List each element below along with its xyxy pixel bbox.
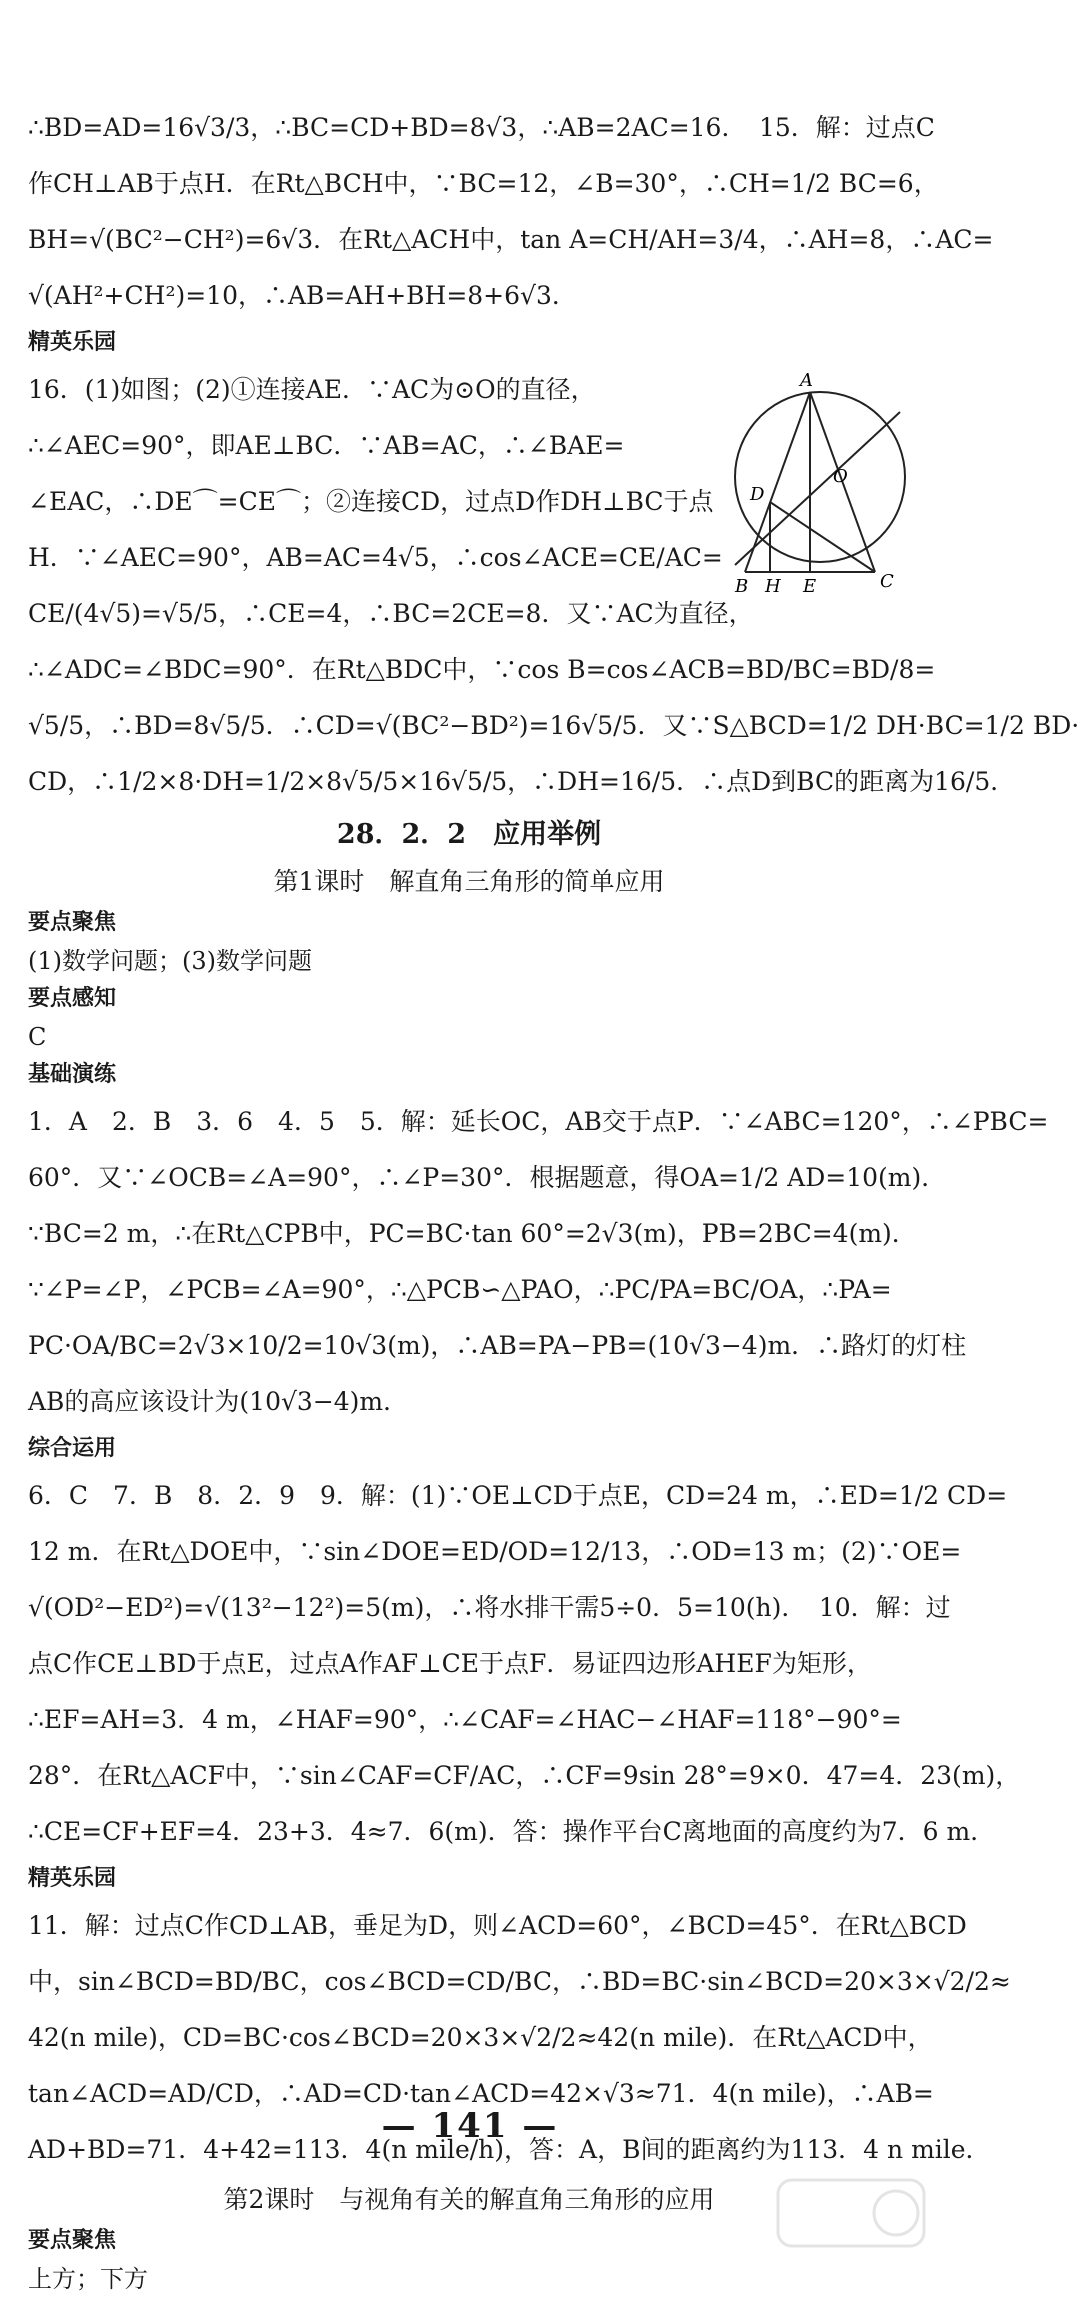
text-line: BH=√(BC²−CH²)=6√3．在Rt△ACH中，tan A=CH/AH=3/4，∴AH=8，∴AC=	[28, 225, 994, 254]
text-line: 中，sin∠BCD=BD/BC，cos∠BCD=CD/BC，∴BD=BC·sin∠BCD=20×3×√2/2≈	[28, 1967, 1011, 1996]
section-heading: 精英乐园	[28, 1866, 117, 1891]
text-line: 12 m．在Rt△DOE中，∵sin∠DOE=ED/OD=12/13，∴OD=13 m；(2)∵OE=	[28, 1537, 962, 1566]
text-line: CD，∴1/2×8·DH=1/2×8√5/5×16√5/5，∴DH=16/5．∴点D到BC的距离为16/5．	[28, 767, 1016, 796]
text-line: 28°．在Rt△ACF中，∵sin∠CAF=CF/AC，∴CF=9sin 28°=9×0．47=4．23(m)，	[28, 1761, 1021, 1790]
figure-label-h: H	[765, 576, 781, 597]
figure-label-e: E	[803, 576, 817, 597]
text-line: C	[28, 1023, 47, 1051]
text-line: 11．解：过点C作CD⊥AB，垂足为D，则∠ACD=60°，∠BCD=45°．在Rt△BCD	[28, 1911, 967, 1940]
text-line: √(AH²+CH²)=10，∴AB=AH+BH=8+6√3．	[28, 281, 577, 310]
circle-geometry-figure	[675, 362, 910, 597]
text-line: √5/5，∴BD=8√5/5．∴CD=√(BC²−BD²)=16√5/5．又∵S△BCD=1/2 DH·BC=1/2 BD·	[28, 711, 1079, 740]
text-line: ∴BD=AD=16√3/3，∴BC=CD+BD=8√3，∴AB=2AC=16． 15．解：过点C	[28, 113, 935, 142]
question-16-block	[28, 362, 1079, 810]
page-number: — 141 —	[381, 2106, 559, 2146]
text-line: 60°．又∵∠OCB=∠A=90°，∴∠P=30°．根据题意，得OA=1/2 AD=10(m)．	[28, 1163, 947, 1192]
figure-label-c: C	[880, 571, 894, 592]
watermark-logo	[776, 2178, 926, 2248]
text-line: ∠EAC，∴DE⌒=CE⌒；②连接CD，过点D作DH⊥BC于点	[28, 487, 714, 516]
text-line: tan∠ACD=AD/CD，∴AD=CD·tan∠ACD=42×√3≈71．4(n mile)，∴AB=	[28, 2079, 934, 2108]
text-line: CE/(4√5)=√5/5，∴CE=4，∴BC=2CE=8．又∵AC为直径，	[28, 599, 754, 628]
figure-label-o: O	[833, 466, 848, 487]
lesson-title: 第1课时 解直角三角形的简单应用	[273, 867, 665, 896]
section-heading: 要点聚焦	[28, 2228, 117, 2253]
text-line: 作CH⊥AB于点H．在Rt△BCH中，∵BC=12，∠B=30°，∴CH=1/2 BC=6，	[28, 169, 939, 198]
section-heading: 综合运用	[28, 1436, 117, 1461]
text-line: ∴∠AEC=90°，即AE⊥BC．∵AB=AC，∴∠BAE=	[28, 431, 625, 460]
text-line: 6．C 7．B 8．2．9 9．解：(1)∵OE⊥CD于点E，CD=24 m，∴ED=1/2 CD=	[28, 1481, 1008, 1510]
text-line: 上方；下方	[28, 2265, 148, 2293]
figure-label-a: A	[800, 370, 813, 391]
figure-label-d: D	[750, 484, 765, 505]
text-line: ∴∠ADC=∠BDC=90°．在Rt△BDC中，∵cos B=cos∠ACB=BD/BC=BD/8=	[28, 655, 936, 684]
lesson-title: 第2课时 与视角有关的解直角三角形的应用	[223, 2185, 715, 2214]
text-line: 1．A 2．B 3．6 4．5 5．解：延长OC，AB交于点P．∵∠ABC=120°，∴∠PBC=	[28, 1107, 1049, 1136]
text-line: ∵BC=2 m，∴在Rt△CPB中，PC=BC·tan 60°=2√3(m)，PB=2BC=4(m)．	[28, 1219, 917, 1248]
section-title: 28．2．2 应用举例	[336, 819, 602, 850]
section-heading: 基础演练	[28, 1062, 117, 1087]
text-line: 42(n mile)，CD=BC·cos∠BCD=20×3×√2/2≈42(n mile)．在Rt△ACD中，	[28, 2023, 933, 2052]
text-line: (1)数学问题；(3)数学问题	[28, 947, 312, 975]
text-line: ∴EF=AH=3．4 m，∠HAF=90°，∴∠CAF=∠HAC−∠HAF=118°−90°=	[28, 1705, 902, 1734]
text-line: 点C作CE⊥BD于点E，过点A作AF⊥CE于点F．易证四边形AHEF为矩形，	[28, 1649, 872, 1678]
text-line: √(OD²−ED²)=√(13²−12²)=5(m)，∴将水排干需5÷0．5=10(h)． 10．解：过	[28, 1593, 951, 1622]
answer-page	[28, 100, 1079, 2298]
text-line: ∴CE=CF+EF=4．23+3．4≈7．6(m)．答：操作平台C离地面的高度约为7．6 m．	[28, 1817, 996, 1846]
figure-label-b: B	[735, 576, 749, 597]
text-line: ∵∠P=∠P，∠PCB=∠A=90°，∴△PCB∽△PAO，∴PC/PA=BC/OA，∴PA=	[28, 1275, 892, 1304]
text-line: AD+BD=71．4+42=113．4(n mile/h)，答：A，B间的距离约为113．4 n mile．	[28, 2135, 991, 2164]
section-heading: 要点感知	[28, 986, 117, 1011]
section-heading: 要点聚焦	[28, 910, 117, 935]
text-line: AB的高应该设计为(10√3−4)m．	[28, 1387, 409, 1416]
text-line: H．∵∠AEC=90°，AB=AC=4√5，∴cos∠ACE=CE/AC=	[28, 543, 723, 572]
section-heading: 精英乐园	[28, 330, 117, 355]
text-line: 16．(1)如图；(2)①连接AE．∵AC为⊙O的直径，	[28, 375, 596, 404]
text-line: PC·OA/BC=2√3×10/2=10√3(m)，∴AB=PA−PB=(10√3−4)m．∴路灯的灯柱	[28, 1331, 967, 1360]
